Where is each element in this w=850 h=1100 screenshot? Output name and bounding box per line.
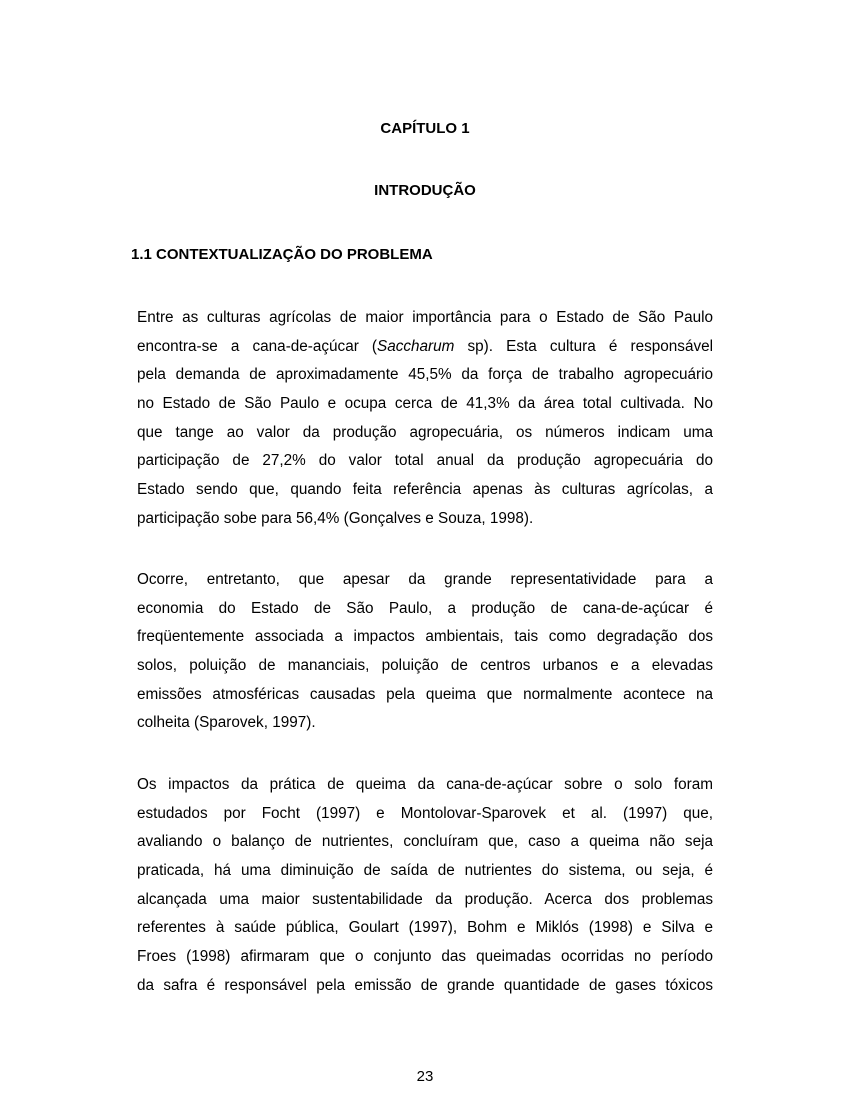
paragraph-line: que tange ao valor da produção agropecuária, os números indicam uma xyxy=(137,423,713,441)
chapter-number: CAPÍTULO 1 xyxy=(380,120,470,137)
paragraph-line: da safra é responsável pela emissão de grande quantidade de gases tóxicos xyxy=(137,976,713,994)
paragraph-line: emissões atmosféricas causadas pela queima que normalmente acontece na xyxy=(137,685,713,703)
paragraph-line: colheita (Sparovek, 1997). xyxy=(137,714,316,732)
paragraph-line: solos, poluição de mananciais, poluição de centros urbanos e a elevadas xyxy=(137,657,713,675)
line-segment: encontra-se a cana-de-açúcar ( xyxy=(137,337,378,355)
paragraph-line: Os impactos da prática de queima da cana-de-açúcar sobre o solo foram xyxy=(137,776,713,793)
paragraph-line: Froes (1998) afirmaram que o conjunto das queimadas ocorridas no período xyxy=(137,948,713,966)
paragraph-line: Estado sendo que, quando feita referência apenas às culturas agrícolas, a xyxy=(137,481,713,499)
paragraph-line: Ocorre, entretanto, que apesar da grande representatividade para a xyxy=(137,571,713,588)
paragraph-line: economia do Estado de São Paulo, a produção de cana-de-açúcar é xyxy=(137,599,713,617)
paragraph-line: praticada, há uma diminuição de saída de nutrientes do sistema, ou seja, é xyxy=(137,862,713,880)
paragraph-line: freqüentemente associada a impactos ambientais, tais como degradação dos xyxy=(137,628,713,646)
line-segment: sp). Esta cultura é responsável xyxy=(454,337,714,355)
paragraph-line: participação de 27,2% do valor total anual da produção agropecuária do xyxy=(137,452,713,470)
paragraph-line: avaliando o balanço de nutrientes, concluíram que, caso a queima não seja xyxy=(137,833,713,851)
paragraph-3 xyxy=(137,771,713,1001)
section-heading: 1.1 CONTEXTUALIZAÇÃO DO PROBLEMA xyxy=(131,246,433,263)
paragraph-line: referentes à saúde pública, Goulart (1997), Bohm e Miklós (1998) e Silva e xyxy=(137,919,713,937)
paragraph-line: pela demanda de aproximadamente 45,5% da força de trabalho agropecuário xyxy=(137,366,713,384)
paragraph-line: estudados por Focht (1997) e Montolovar-Sparovek et al. (1997) que, xyxy=(137,804,713,822)
paragraph-line: no Estado de São Paulo e ocupa cerca de 41,3% da área total cultivada. No xyxy=(137,395,713,413)
scientific-name: Saccharum xyxy=(377,337,455,355)
chapter-title: INTRODUÇÃO xyxy=(374,182,476,199)
paragraph-line: alcançada uma maior sustentabilidade da produção. Acerca dos problemas xyxy=(137,890,713,908)
paragraph-line: Entre as culturas agrícolas de maior importância para o Estado de São Paulo xyxy=(137,309,713,326)
paragraph-line: participação sobe para 56,4% (Gonçalves e Souza, 1998). xyxy=(137,509,534,527)
paragraph-1 xyxy=(137,304,713,534)
page-number: 23 xyxy=(416,1068,434,1085)
paragraph-line xyxy=(137,333,713,362)
paragraph-2 xyxy=(137,566,713,738)
